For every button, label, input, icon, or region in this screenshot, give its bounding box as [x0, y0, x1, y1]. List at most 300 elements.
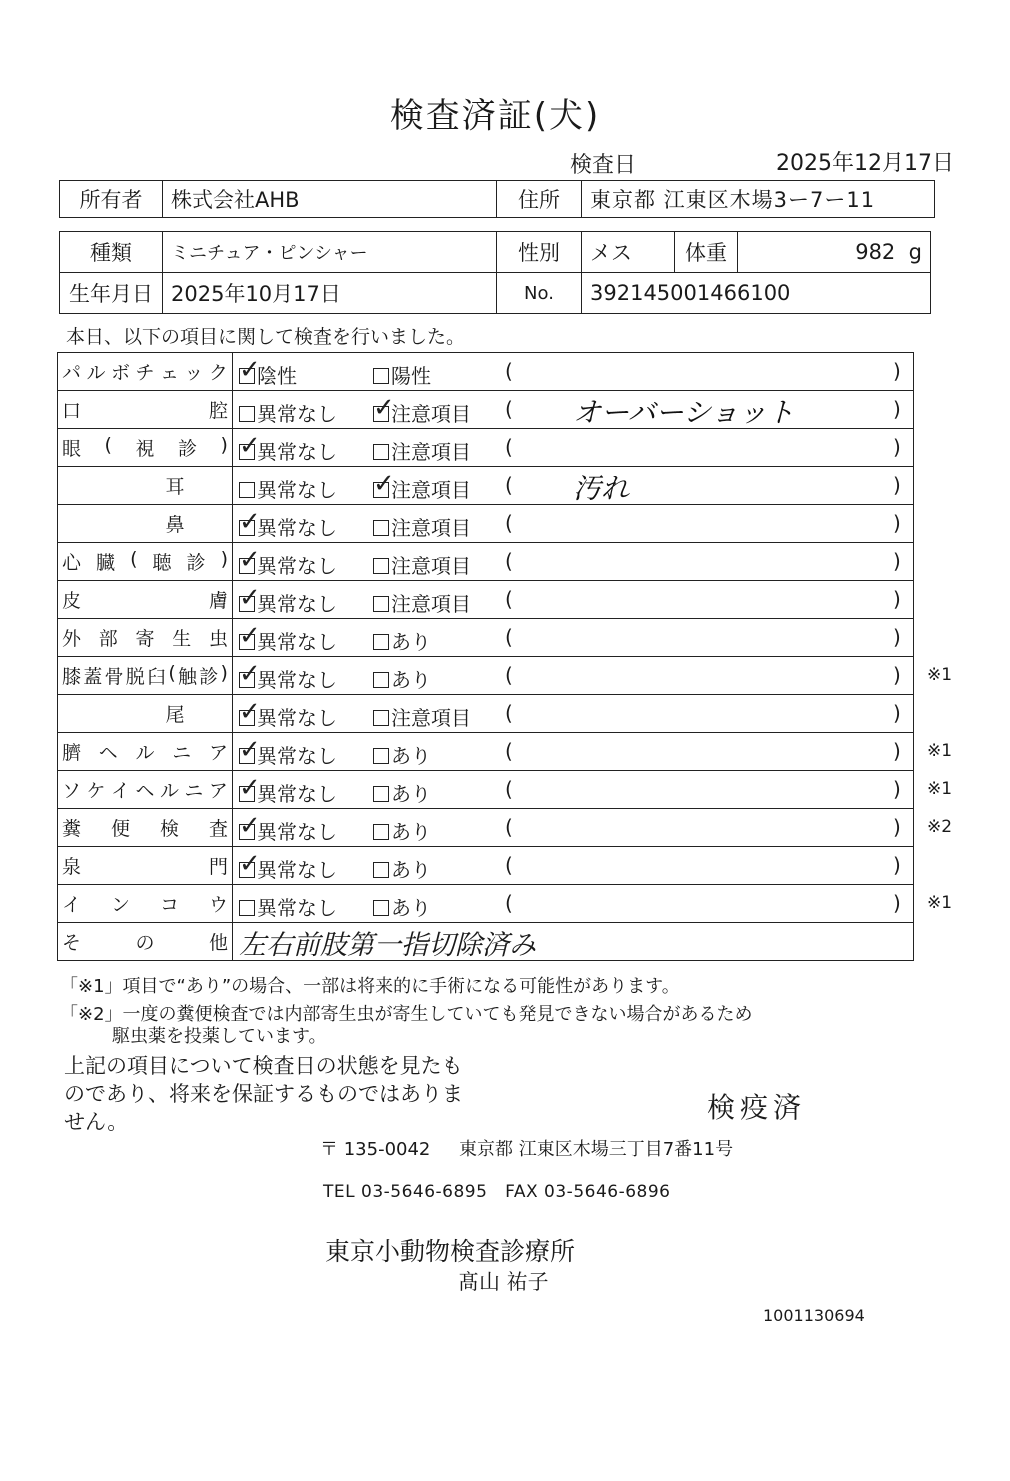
label-char: 眼: [62, 438, 82, 460]
check-mark-icon: ✓: [239, 355, 261, 385]
checkbox: [373, 634, 389, 650]
checkbox: [239, 735, 261, 765]
option-1-label: 異常なし: [257, 630, 337, 654]
option-1: [239, 398, 337, 427]
check-row-body-cell: [233, 581, 914, 619]
check-row-label: [62, 586, 228, 613]
label-char: 触: [178, 666, 198, 688]
option-2-label: 注意項目: [391, 440, 471, 464]
other-body-cell: [233, 923, 914, 961]
label-char: ソ: [62, 780, 82, 802]
check-row-label: [62, 738, 228, 765]
checkbox: [373, 748, 389, 764]
clinic-address-line: [320, 1135, 733, 1161]
option-1: [239, 507, 337, 541]
paren-close: ): [893, 435, 901, 459]
label-char: (: [104, 434, 112, 456]
inspection-date: 2025年12月17日: [776, 151, 954, 176]
check-row-label-cell: [58, 505, 233, 543]
paren-close: ): [893, 473, 901, 497]
check-mark-icon: ✓: [239, 773, 261, 803]
sex-label: 性別: [497, 232, 582, 273]
check-row-label-cell: [58, 543, 233, 581]
label-char: 脱: [125, 666, 145, 688]
option-1-label: 異常なし: [257, 668, 337, 692]
inspection-date-label: 検査日: [570, 153, 637, 178]
check-row-label-cell: [58, 657, 233, 695]
checkbox: [373, 444, 389, 460]
option-1: [239, 355, 297, 389]
weight-cell: [738, 232, 931, 273]
serial-number: 1001130694: [763, 1306, 865, 1325]
check-mark-icon: ✓: [239, 621, 261, 651]
check-row-body-cell: [233, 809, 953, 847]
label-char: ヘ: [135, 780, 155, 802]
check-row-label-cell: [58, 429, 233, 467]
option-2: [373, 778, 431, 807]
other-row: [58, 923, 914, 961]
label-char: 寄: [135, 628, 155, 650]
label-char: 腔: [208, 400, 228, 422]
address-value: 東京都 江東区木場3ー7ー11: [582, 181, 935, 218]
option-2-label: あり: [391, 896, 431, 920]
paren-close: ): [893, 397, 901, 421]
option-2: [373, 588, 471, 617]
check-row-label: [62, 890, 228, 917]
check-row: [58, 543, 914, 581]
paren-open: (: [505, 511, 513, 535]
handwritten-comment: 汚れ: [573, 472, 630, 505]
option-1: [239, 849, 337, 883]
note-2-line-1: 「※2」一度の糞便検査では内部寄生虫が寄生していても発見できない場合があるため: [60, 1004, 753, 1025]
check-mark-icon: ✓: [239, 811, 261, 841]
option-2: [373, 550, 471, 579]
check-row-body-cell: [233, 847, 914, 885]
check-row-body-cell: [233, 733, 953, 771]
check-row-body-cell: [233, 353, 914, 391]
checkbox: [373, 862, 389, 878]
option-2-label: 陽性: [391, 364, 431, 388]
check-row-body-cell: [233, 467, 914, 505]
check-mark-icon: ✓: [239, 431, 261, 461]
sex-value: メス: [582, 232, 675, 273]
checkbox: [373, 558, 389, 574]
label-char: ): [220, 662, 228, 684]
option-2: [373, 816, 431, 845]
birth-value: 2025年10月17日: [163, 273, 497, 314]
option-1-label: 異常なし: [257, 896, 337, 920]
label-char: 診: [199, 666, 219, 688]
option-2-label: あり: [391, 744, 431, 768]
checkbox: [373, 824, 389, 840]
option-1-label: 異常なし: [257, 440, 337, 464]
option-2: [373, 469, 471, 503]
label-char: 膚: [208, 590, 228, 612]
checkbox: [239, 621, 261, 651]
checkbox: [239, 431, 261, 461]
note-mark: ※1: [927, 779, 953, 799]
label-char: ウ: [208, 894, 228, 916]
paren-open: (: [505, 549, 513, 573]
handwritten-comment: オーバーショット: [573, 396, 795, 429]
paren-close: ): [893, 891, 901, 915]
option-1-label: 異常なし: [257, 820, 337, 844]
label-char: 糞: [62, 818, 82, 840]
check-row: [58, 581, 914, 619]
check-row: [58, 505, 914, 543]
label-char: ): [220, 548, 228, 570]
checkbox: [373, 469, 395, 499]
option-1-label: 異常なし: [257, 592, 337, 616]
paren-open: (: [505, 359, 513, 383]
option-1: [239, 697, 337, 731]
check-mark-icon: ✓: [239, 507, 261, 537]
option-1: [239, 773, 337, 807]
check-row: [58, 771, 914, 809]
address-label: 住所: [497, 181, 582, 218]
checkbox: [239, 900, 255, 916]
clinic-name: 東京小動物検査診療所: [325, 1237, 576, 1266]
label-char: ル: [159, 780, 179, 802]
checkbox: [373, 672, 389, 688]
birth-label: 生年月日: [60, 273, 163, 314]
check-row-label: [62, 814, 228, 841]
label-char: ヘ: [98, 742, 118, 764]
option-1-label: 異常なし: [257, 706, 337, 730]
option-2: [373, 626, 431, 655]
other-label: [62, 928, 228, 955]
option-1: [239, 892, 337, 921]
quarantine-stamp-text: 検疫済: [707, 1091, 807, 1124]
label-char: の: [135, 932, 155, 954]
option-1-label: 異常なし: [257, 744, 337, 768]
label-char: 聴: [152, 552, 172, 574]
check-row: [58, 657, 914, 695]
check-row: [58, 429, 914, 467]
option-2-label: 注意項目: [391, 706, 471, 730]
option-2: [373, 393, 471, 427]
check-row-label-cell: [58, 391, 233, 429]
option-2-label: 注意項目: [391, 402, 471, 426]
note-mark: ※1: [927, 665, 953, 685]
note-1: 「※1」項目で“あり”の場合、一部は将来的に手術になる可能性があります。: [60, 976, 680, 997]
label-char: 皮: [62, 590, 82, 612]
weight-value: 982: [855, 240, 896, 264]
check-mark-icon: ✓: [239, 697, 261, 727]
check-row-label-cell: [58, 581, 233, 619]
label-char: ン: [110, 894, 130, 916]
note-2-line-2: 駆虫薬を投薬しています。: [112, 1026, 327, 1047]
checkbox: [239, 355, 261, 385]
label-char: パ: [62, 362, 82, 384]
label-char: ボ: [110, 362, 130, 384]
paren-open: (: [505, 739, 513, 763]
pet-info-table: [59, 231, 931, 314]
label-char: (: [130, 548, 138, 570]
option-2-label: あり: [391, 858, 431, 882]
option-2: [373, 512, 471, 541]
label-char: コ: [159, 894, 179, 916]
label-char: 膝: [62, 666, 82, 688]
label-char: 外: [62, 628, 82, 650]
check-row-label: [62, 776, 228, 803]
option-1-label: 異常なし: [257, 516, 337, 540]
check-mark-icon: ✓: [239, 849, 261, 879]
label-char: 門: [208, 856, 228, 878]
option-1-label: 異常なし: [257, 554, 337, 578]
option-1: [239, 621, 337, 655]
check-row: [58, 847, 914, 885]
label-char: 虫: [208, 628, 228, 650]
option-2: [373, 702, 471, 731]
breed-label: 種類: [60, 232, 163, 273]
paren-open: (: [505, 587, 513, 611]
checkbox: [373, 520, 389, 536]
label-char: 蓋: [83, 666, 103, 688]
label-char: ッ: [184, 362, 204, 384]
checkbox: [373, 786, 389, 802]
option-1-label: 陰性: [257, 364, 297, 388]
paren-open: (: [505, 701, 513, 725]
checkbox: [373, 900, 389, 916]
document-title: 検査済証(犬): [389, 96, 601, 136]
check-row-body-cell: [233, 885, 953, 923]
paren-close: ): [893, 701, 901, 725]
paren-open: (: [505, 435, 513, 459]
option-1-label: 異常なし: [257, 402, 337, 426]
check-mark-icon: ✓: [239, 735, 261, 765]
paren-close: ): [893, 663, 901, 687]
checkbox: [373, 368, 389, 384]
label-char: チ: [135, 362, 155, 384]
check-row-label: [62, 662, 228, 689]
note-mark: ※2: [927, 817, 953, 837]
check-row-label-cell: [58, 885, 233, 923]
label-char: ア: [208, 742, 228, 764]
owner-table: [59, 180, 935, 218]
check-row: [58, 695, 914, 733]
option-2-label: 注意項目: [391, 516, 471, 540]
paren-close: ): [893, 587, 901, 611]
paren-open: (: [505, 625, 513, 649]
checkbox: [373, 596, 389, 612]
tel-number: TEL 03-5646-6895: [323, 1182, 488, 1202]
paren-open: (: [505, 473, 513, 497]
option-1: [239, 545, 337, 579]
check-mark-icon: ✓: [239, 545, 261, 575]
check-row: [58, 353, 914, 391]
option-2-label: あり: [391, 668, 431, 692]
check-row-label: [62, 358, 228, 385]
paren-open: (: [505, 891, 513, 915]
paren-open: (: [505, 815, 513, 839]
paren-close: ): [893, 853, 901, 877]
option-1-label: 異常なし: [257, 782, 337, 806]
label-char: 口: [62, 400, 82, 422]
other-label-cell: [58, 923, 233, 961]
owner-value: 株式会社AHB: [163, 181, 497, 218]
check-row-body-cell: [233, 505, 914, 543]
checkbox: [239, 659, 261, 689]
label-char: 臍: [62, 742, 82, 764]
check-row-label-cell: [58, 695, 233, 733]
label-char: 便: [110, 818, 130, 840]
label-char: ケ: [86, 780, 106, 802]
breed-value: ミニチュア・ピンシャー: [163, 232, 497, 273]
check-mark-icon: ✓: [373, 393, 395, 423]
check-mark-icon: ✓: [239, 659, 261, 689]
label-char: 診: [178, 438, 198, 460]
disclaimer-statement: 上記の項目について検査日の状態を見たものであり、将来を保証するものではありません。: [64, 1054, 463, 1134]
label-char: 臓: [96, 552, 116, 574]
check-mark-icon: ✓: [239, 583, 261, 613]
check-row-body-cell: [233, 543, 914, 581]
option-2: [373, 436, 471, 465]
option-1: [239, 659, 337, 693]
contact-line: [323, 1182, 670, 1202]
check-row-body-cell: [233, 429, 914, 467]
check-row-label: 鼻: [165, 514, 185, 536]
paren-close: ): [893, 359, 901, 383]
check-row-label-cell: [58, 847, 233, 885]
label-char: 視: [135, 438, 155, 460]
option-2: [373, 740, 431, 769]
option-2-label: 注意項目: [391, 554, 471, 578]
label-char: ル: [86, 362, 106, 384]
check-row: [58, 733, 914, 771]
checkbox: [239, 482, 255, 498]
option-1: [239, 583, 337, 617]
option-1: [239, 431, 337, 465]
label-char: 査: [208, 818, 228, 840]
label-char: ア: [208, 780, 228, 802]
check-row-label: [62, 396, 228, 423]
note-mark: ※1: [927, 893, 953, 913]
inspector-name: 髙山 祐子: [458, 1270, 549, 1294]
label-char: (: [168, 662, 176, 684]
paren-open: (: [505, 853, 513, 877]
no-value: 392145001466100: [582, 273, 931, 314]
option-2-label: あり: [391, 630, 431, 654]
check-row-body-cell: [233, 619, 914, 657]
check-row: [58, 619, 914, 657]
check-row: [58, 809, 914, 847]
clinic-address: 東京都 江東区木場三丁目7番11号: [459, 1139, 734, 1160]
option-1: [239, 474, 337, 503]
paren-close: ): [893, 777, 901, 801]
label-char: 心: [62, 552, 82, 574]
weight-label: 体重: [675, 232, 738, 273]
check-row-label: [62, 852, 228, 879]
label-char: イ: [62, 894, 82, 916]
note-mark: ※1: [927, 741, 953, 761]
check-row: [58, 885, 914, 923]
paren-close: ): [893, 511, 901, 535]
label-char: 検: [159, 818, 179, 840]
check-row-label: [62, 548, 228, 575]
check-table: [57, 352, 953, 961]
check-row-label: [62, 434, 228, 461]
label-char: 生: [172, 628, 192, 650]
paren-open: (: [505, 663, 513, 687]
label-char: 泉: [62, 856, 82, 878]
option-2: [373, 664, 431, 693]
check-mark-icon: ✓: [373, 469, 395, 499]
label-char: イ: [110, 780, 130, 802]
owner-label: 所有者: [60, 181, 163, 218]
option-2-label: 注意項目: [391, 478, 471, 502]
fax-number: FAX 03-5646-6896: [505, 1182, 671, 1202]
check-row-body-cell: [233, 391, 914, 429]
paren-close: ): [893, 625, 901, 649]
check-row-body-cell: [233, 657, 953, 695]
no-label: No.: [497, 273, 582, 314]
label-char: 臼: [147, 666, 167, 688]
label-char: ニ: [172, 742, 192, 764]
other-handwritten-text: 左右前肢第一指切除済み: [239, 930, 536, 961]
option-2-label: あり: [391, 820, 431, 844]
paren-close: ): [893, 815, 901, 839]
label-char: そ: [62, 932, 82, 954]
checkbox: [239, 849, 261, 879]
check-row-label: 尾: [165, 704, 185, 726]
label-char: ク: [208, 362, 228, 384]
label-char: 部: [98, 628, 118, 650]
check-row-label-cell: [58, 733, 233, 771]
label-char: 他: [208, 932, 228, 954]
paren-open: (: [505, 397, 513, 421]
option-1: [239, 735, 337, 769]
check-row-label: [62, 624, 228, 651]
option-1-label: 異常なし: [257, 478, 337, 502]
option-1: [239, 811, 337, 845]
label-char: ェ: [159, 362, 179, 384]
check-row-label-cell: [58, 809, 233, 847]
label-char: ニ: [184, 780, 204, 802]
checkbox: [239, 583, 261, 613]
check-row-label-cell: [58, 353, 233, 391]
label-char: 診: [186, 552, 206, 574]
label-char: ル: [135, 742, 155, 764]
option-2: [373, 854, 431, 883]
option-1-label: 異常なし: [257, 858, 337, 882]
postal-code: 〒 135-0042: [320, 1139, 431, 1160]
checkbox: [373, 710, 389, 726]
checkbox: [239, 507, 261, 537]
check-row-label-cell: [58, 771, 233, 809]
checkbox: [373, 393, 395, 423]
check-row: [58, 391, 914, 429]
check-row-label-cell: [58, 619, 233, 657]
label-char: ): [220, 434, 228, 456]
paren-open: (: [505, 777, 513, 801]
checkbox: [239, 773, 261, 803]
check-row-label-cell: [58, 467, 233, 505]
checkbox: [239, 545, 261, 575]
check-row-body-cell: [233, 771, 953, 809]
option-2-label: 注意項目: [391, 592, 471, 616]
check-row-label: 耳: [165, 476, 185, 498]
weight-unit: g: [908, 240, 922, 264]
paren-close: ): [893, 549, 901, 573]
option-2: [373, 360, 431, 389]
option-2-label: あり: [391, 782, 431, 806]
label-char: 骨: [104, 666, 124, 688]
checkbox: [239, 811, 261, 841]
check-row: [58, 467, 914, 505]
checkbox: [239, 697, 261, 727]
checkbox: [239, 406, 255, 422]
